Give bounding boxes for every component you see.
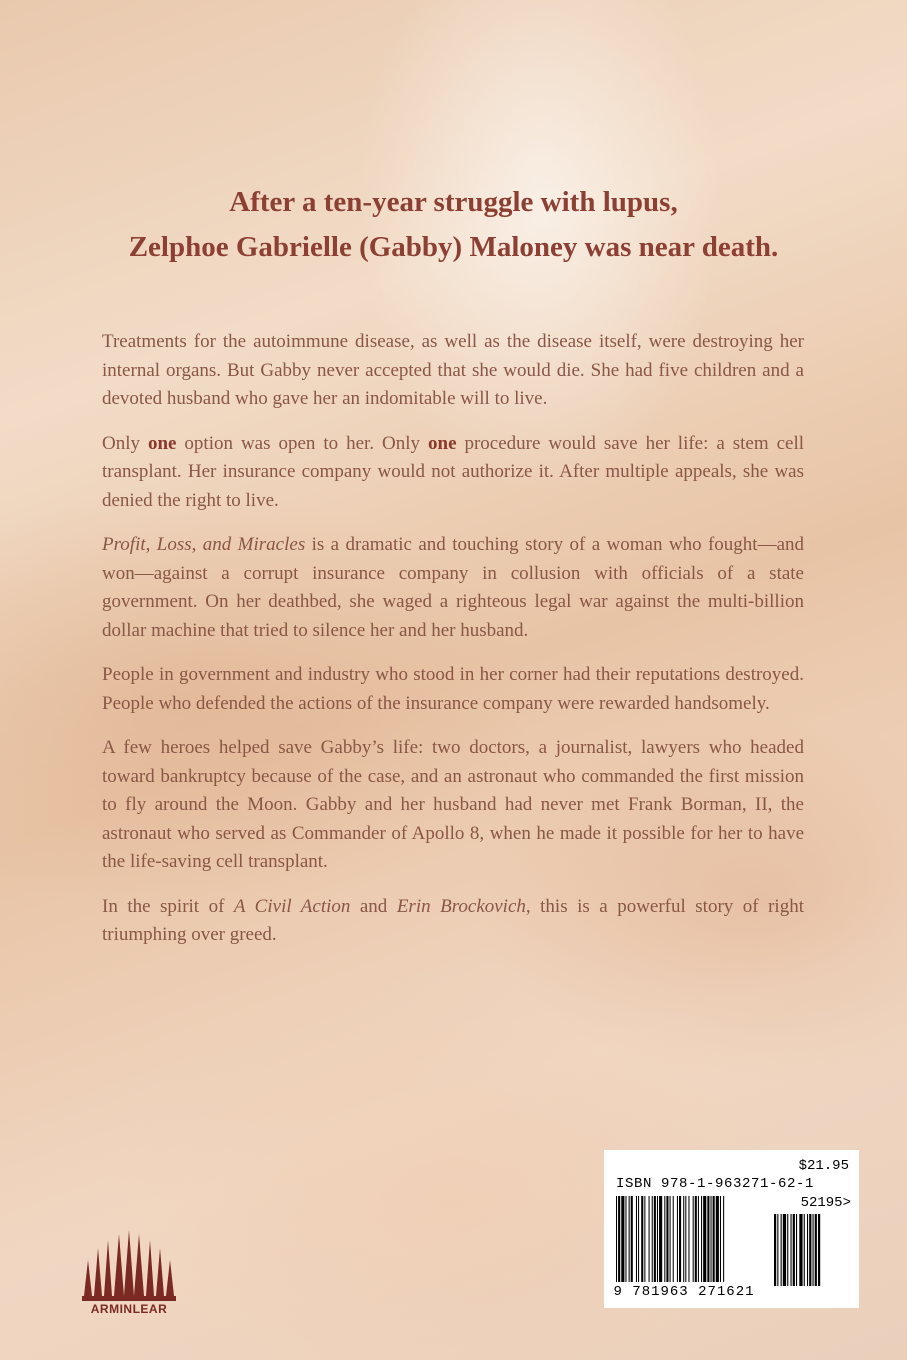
paragraph-2 bbox=[102, 430, 804, 516]
price-label: $21.95 bbox=[798, 1158, 849, 1174]
headline-line-1: After a ten-year struggle with lupus, bbox=[229, 186, 678, 218]
blurb-body bbox=[102, 328, 804, 966]
paragraph-5: A few heroes helped save Gabby’s life: two doctors, a journalist, lawyers who headed toward bankruptcy because of the case, and an astronaut who commanded the first mission to fly around the Moon. Gabby and her husband had never met Frank Borman, II, the astronaut who served as Commander of Apollo 8, when he made it possible for her to have the life-saving cell transplant. bbox=[102, 737, 804, 872]
reference-title: A Civil Action bbox=[233, 895, 351, 917]
paragraph-1: Treatments for the autoimmune disease, as well as the disease itself, were destroying her internal organs. But Gabby never accepted that she would die. She had five children and a devoted husband who gave her an indomitable will to live. bbox=[102, 331, 804, 409]
text-run: Only bbox=[102, 432, 148, 454]
headline-line-2: Zelphoe Gabrielle (Gabby) Maloney was near death. bbox=[128, 231, 779, 263]
text-run: and bbox=[350, 895, 397, 917]
emphasis-one: one bbox=[147, 432, 177, 454]
barcode-addon-number: 52195> bbox=[800, 1195, 851, 1211]
isbn-barcode bbox=[604, 1150, 859, 1308]
paragraph-3 bbox=[102, 531, 804, 645]
emphasis-one: one bbox=[428, 432, 457, 454]
paragraph-6 bbox=[102, 893, 804, 950]
publisher-name: ARMINLEAR bbox=[90, 1302, 168, 1316]
text-run: is a dramatic and touching story of a woman who fought—and won—against a corrupt insurance company in collusion with officials of a state government. On her deathbed, she waged a righteous legal war against the multi-billion dollar machine that tried to silence her and her husband. bbox=[102, 534, 804, 641]
headline bbox=[0, 180, 907, 270]
paragraph-4: People in government and industry who stood in her corner had their reputations destroyed. People who defended the actions of the insurance company were rewarded handsomely. bbox=[102, 664, 804, 714]
text-run: option was open to her. Only bbox=[176, 432, 428, 454]
text-run: In the spirit of bbox=[102, 895, 234, 917]
reference-title: Erin Brockovich bbox=[396, 895, 526, 917]
book-title: Profit, Loss, and Miracles bbox=[102, 534, 306, 555]
barcode-digits: 9 781963 271621 bbox=[613, 1284, 755, 1300]
text-run: procedure would save her life: a stem cell transplant. Her insurance company would not authorize it. After multiple appeals, she was denied the right to live. bbox=[102, 432, 805, 511]
text-run: , this is a powerful story of right triumphing over greed. bbox=[102, 895, 804, 945]
isbn-number: ISBN 978-1-963271-62-1 bbox=[616, 1176, 815, 1192]
publisher-logo bbox=[78, 1218, 180, 1318]
crown-icon bbox=[78, 1218, 180, 1304]
